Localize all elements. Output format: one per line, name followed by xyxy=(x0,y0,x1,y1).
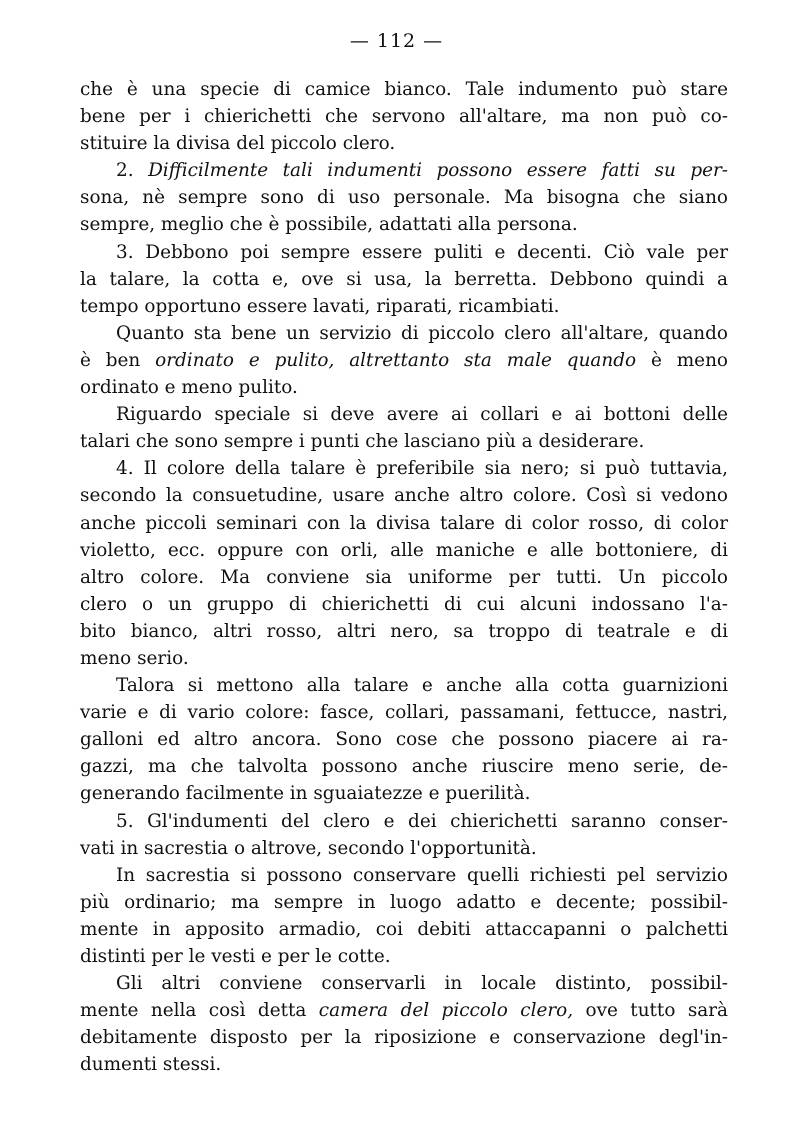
text-line xyxy=(80,320,728,347)
text-line xyxy=(80,780,728,807)
text-line xyxy=(80,835,728,862)
text-line xyxy=(80,455,728,482)
text-line xyxy=(80,726,728,753)
text-line xyxy=(80,753,728,780)
text-line xyxy=(80,862,728,889)
text-run: che è una specie di camice bianco. Tale indumento può stare xyxy=(80,79,728,100)
text-line xyxy=(80,618,728,645)
text-line xyxy=(80,808,728,835)
text-run: Gli altri conviene conservarli in locale distinto, possibil- xyxy=(116,973,728,995)
text-run: mente in apposito armadio, coi debiti attaccapanni o palchetti xyxy=(80,918,728,940)
text-run: talari che sono sempre i punti che lasciano più a desiderare. xyxy=(80,431,645,453)
text-run: è ben xyxy=(80,349,156,371)
text-line xyxy=(80,76,728,103)
text-run: meno serio. xyxy=(80,647,189,669)
italic-text-run: Difficilmente tali indumenti possono essere fatti su per- xyxy=(148,160,728,182)
text-line xyxy=(80,672,728,699)
text-run: bene per i chierichetti che servono all'altare, ma non può co- xyxy=(80,106,728,128)
text-line xyxy=(80,997,728,1024)
text-run: 2. xyxy=(116,160,149,182)
text-line xyxy=(80,130,728,157)
text-run: clero o un gruppo di chierichetti di cui alcuni indossano l'a- xyxy=(80,593,728,615)
text-line xyxy=(80,347,728,374)
text-run: sempre, meglio che è possibile, adattati alla persona. xyxy=(80,214,578,236)
text-run: bito bianco, altri rosso, altri nero, sa troppo di teatrale e di xyxy=(80,620,728,642)
text-line xyxy=(80,266,728,293)
text-line xyxy=(80,564,728,591)
text-line xyxy=(80,970,728,997)
text-run: distinti per le vesti e per le cotte. xyxy=(80,946,391,967)
text-line xyxy=(80,482,728,509)
text-run: Talora si mettono alla talare e anche alla cotta guarnizioni xyxy=(116,675,728,697)
text-run: ordinato e meno pulito. xyxy=(80,377,298,399)
text-line xyxy=(80,103,728,130)
text-run: In sacrestia si possono conservare quelli richiesti pel servizio xyxy=(116,864,728,886)
text-line xyxy=(80,645,728,672)
text-run: più ordinario; ma sempre in luogo adatto e decente; possibil- xyxy=(80,891,728,913)
text-line xyxy=(80,184,728,211)
text-run: anche piccoli seminari con la divisa talare di color rosso, di color xyxy=(80,512,728,534)
text-line xyxy=(80,293,728,320)
italic-text-run: ordinato e pulito, altrettanto sta male quando xyxy=(155,349,637,371)
page-number: — 112 — xyxy=(349,30,444,52)
text-line xyxy=(80,943,728,970)
text-run: mente nella così detta xyxy=(80,1000,319,1022)
text-run: varie e di vario colore: fasce, collari, passamani, fettucce, nastri, xyxy=(80,702,728,724)
text-run: vati in sacrestia o altrove, secondo l'opportunità. xyxy=(80,837,537,859)
text-run: violetto, ecc. oppure con orli, alle maniche e alle bottoniere, di xyxy=(80,539,728,561)
text-run: secondo la consuetudine, usare anche altro colore. Così si vedono xyxy=(80,485,728,507)
text-run: 4. Il colore della talare è preferibile sia nero; si può tuttavia, xyxy=(116,458,728,480)
body-text xyxy=(80,76,728,1078)
text-run: galloni ed altro ancora. Sono cose che possono piacere ai ra- xyxy=(80,729,728,751)
text-line xyxy=(80,591,728,618)
text-line xyxy=(80,537,728,564)
text-run: la talare, la cotta e, ove si usa, la berretta. Debbono quindi a xyxy=(80,268,728,290)
text-run: 5. Gl'indumenti del clero e dei chierichetti saranno conser- xyxy=(116,810,728,832)
italic-text-run: camera del piccolo clero, xyxy=(318,1000,574,1022)
text-line xyxy=(80,1024,728,1051)
text-line xyxy=(80,157,728,184)
text-line xyxy=(80,916,728,943)
text-run: è meno xyxy=(636,349,728,371)
text-line xyxy=(80,374,728,401)
text-run: dumenti stessi. xyxy=(80,1054,222,1076)
text-run: altro colore. Ma conviene sia uniforme per tutti. Un piccolo xyxy=(80,566,728,588)
text-run: gazzi, ma che talvolta possono anche riuscire meno serie, de- xyxy=(80,756,728,778)
text-run: Riguardo speciale si deve avere ai collari e ai bottoni delle xyxy=(116,404,728,426)
text-run: tempo opportuno essere lavati, riparati, ricambiati. xyxy=(80,295,560,317)
text-run: ove tutto sarà xyxy=(573,1000,728,1022)
text-run: stituire la divisa del piccolo clero. xyxy=(80,133,396,155)
text-line xyxy=(80,699,728,726)
text-run: 3. Debbono poi sempre essere puliti e decenti. Ciò vale per xyxy=(116,241,728,263)
text-line xyxy=(80,1051,728,1078)
text-run: Quanto sta bene un servizio di piccolo clero all'altare, quando xyxy=(116,322,728,344)
text-run: generando facilmente in sguaiatezze e puerilità. xyxy=(80,783,531,805)
text-line xyxy=(80,401,728,428)
text-run: sona, nè sempre sono di uso personale. Ma bisogna che siano xyxy=(80,187,728,209)
text-line xyxy=(80,211,728,238)
text-line xyxy=(80,239,728,266)
text-run: debitamente disposto per la riposizione e conservazione degl'in- xyxy=(80,1027,728,1049)
text-line xyxy=(80,889,728,916)
text-line xyxy=(80,510,728,537)
text-line xyxy=(80,428,728,455)
